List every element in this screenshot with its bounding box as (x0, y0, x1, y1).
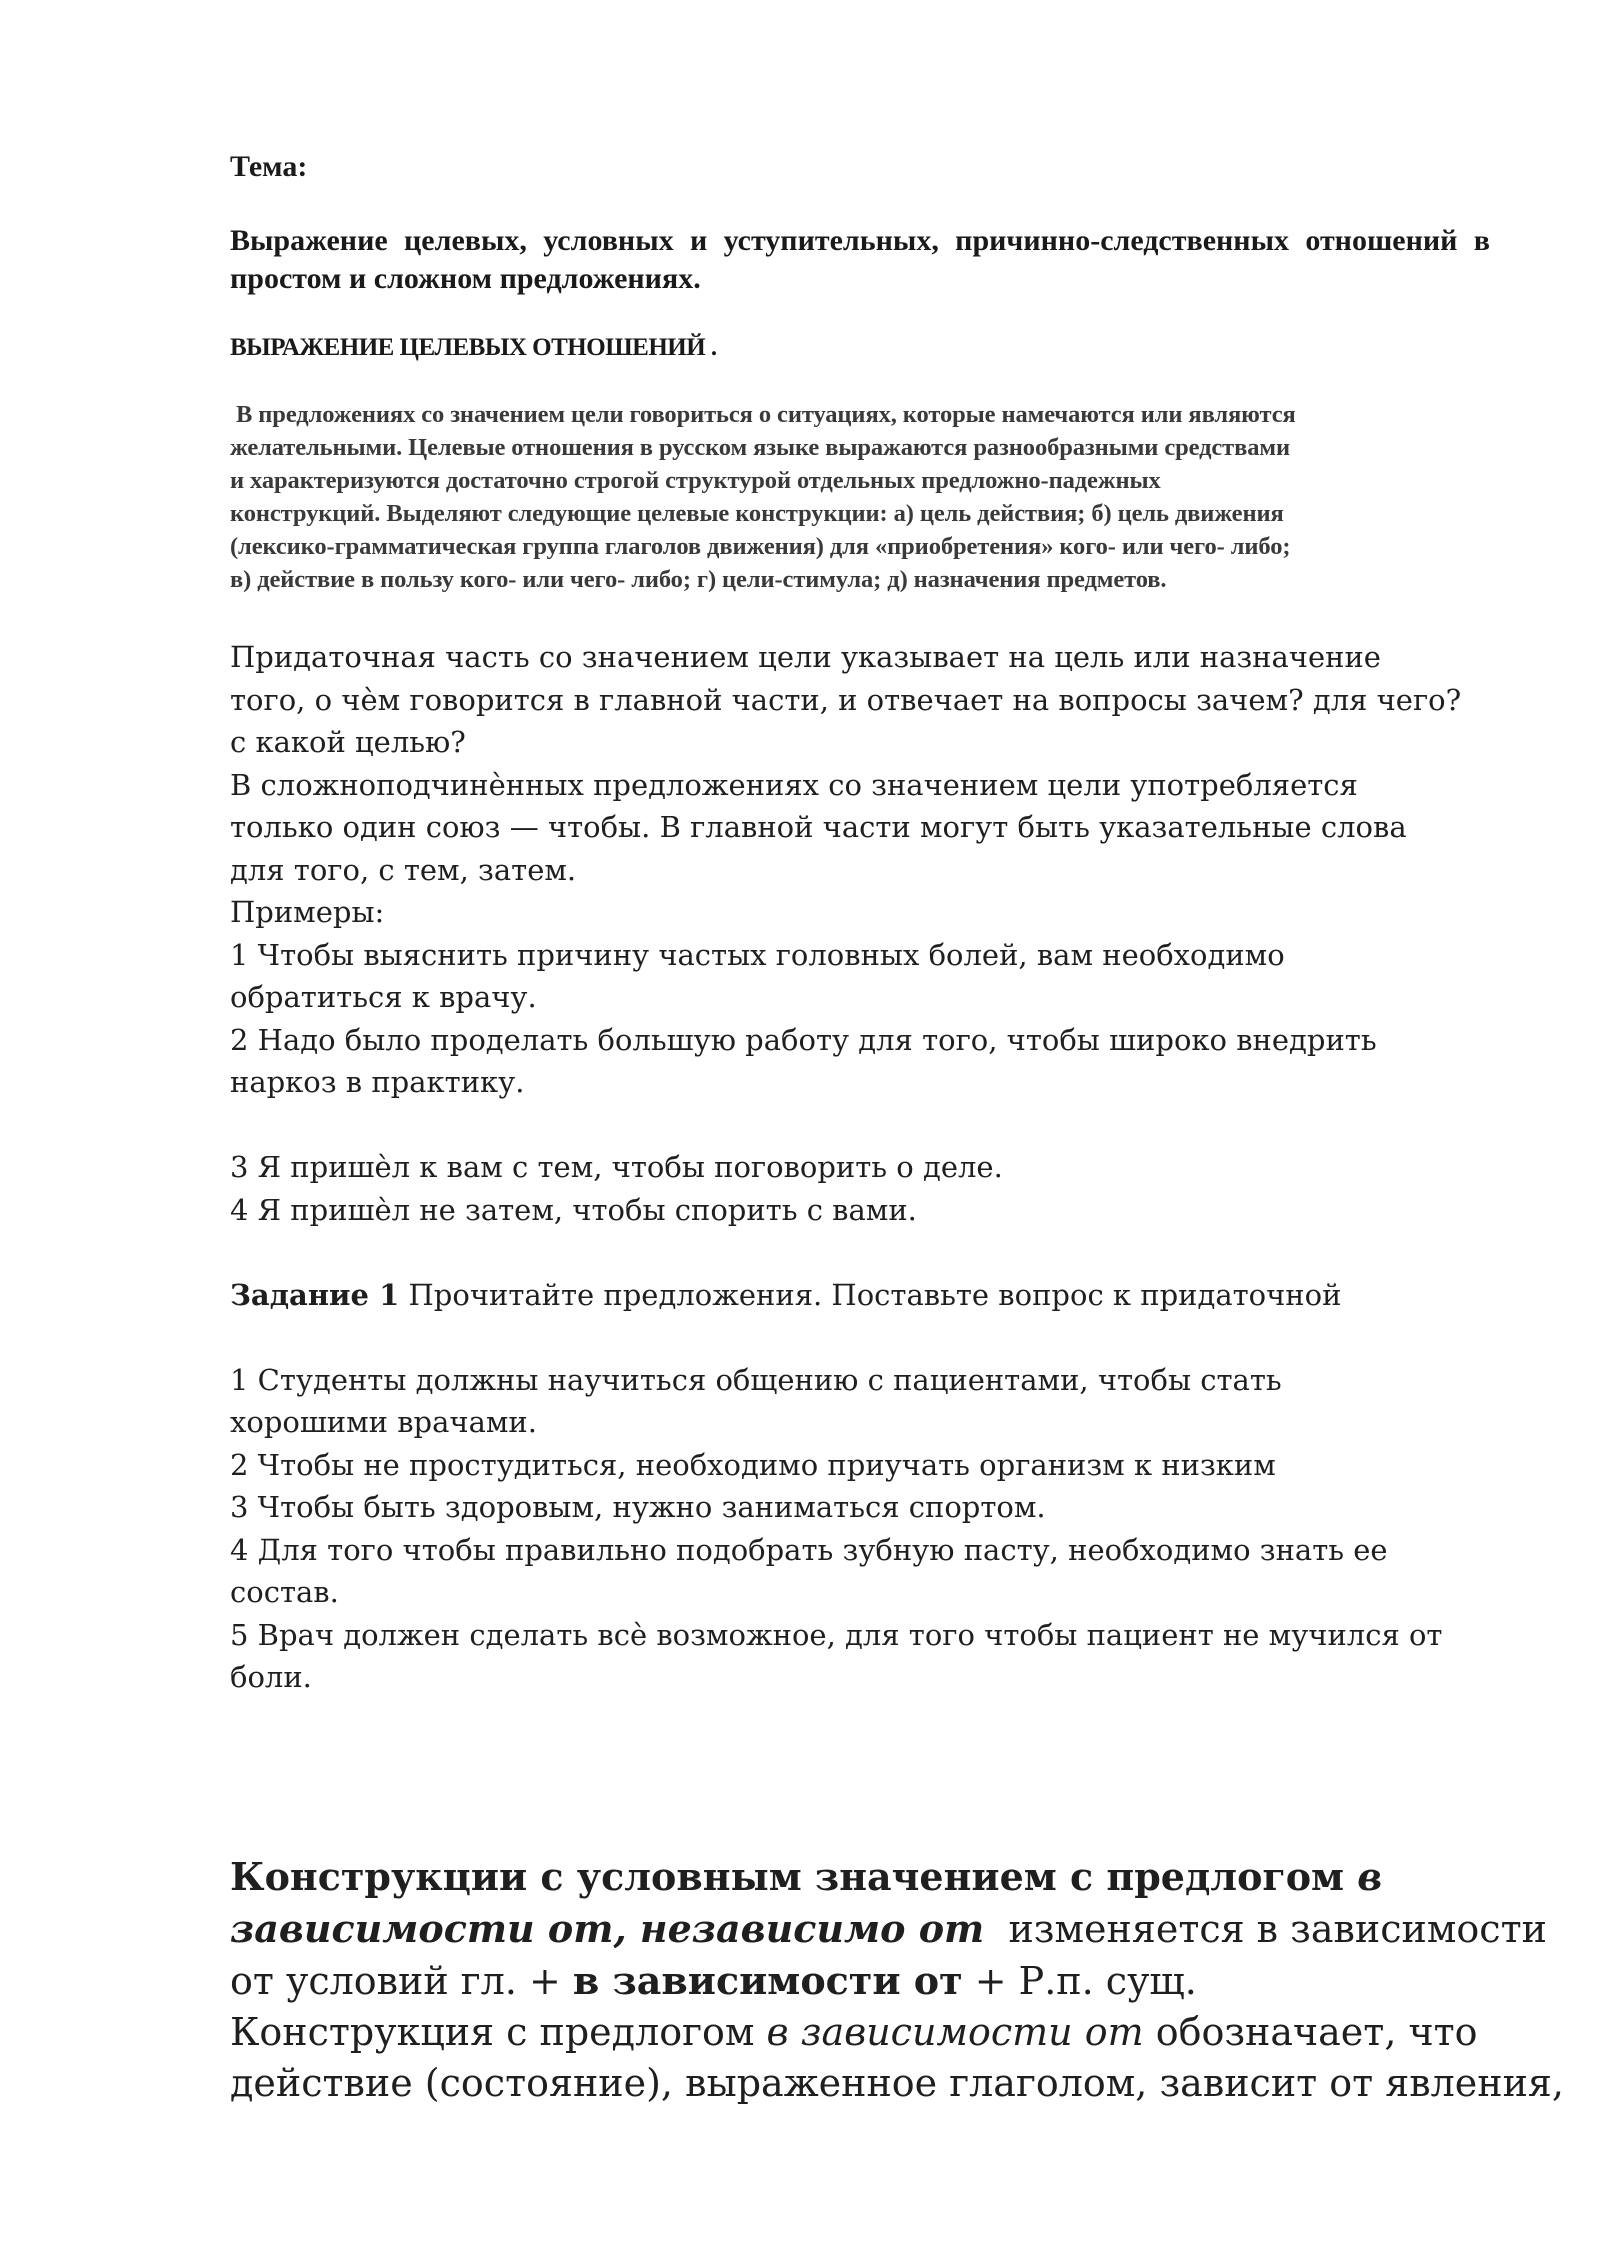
examples-label: Примеры: (230, 895, 385, 929)
task-sentence: хорошими врачами. (230, 1405, 537, 1439)
text-line: для того, с тем, затем. (230, 852, 577, 887)
text-line: с какой целью? (230, 725, 466, 759)
text-line: Придаточная часть со значением цели указывает на цель или назначение (230, 640, 1381, 674)
task-sentence: боли. (230, 1660, 312, 1694)
task-sentence: 3 Чтобы быть здоровым, нужно заниматься спортом. (230, 1490, 1046, 1524)
section-heading: ВЫРАЖЕНИЕ ЦЕЛЕВЫХ ОТНОШЕНИЙ . (230, 334, 717, 361)
intro-line: В предложениях со значением цели говориться о ситуациях, которые намечаются или являются (230, 401, 1296, 428)
text-line: В сложноподчинѐнных предложениях со значением цели употребляется (230, 767, 1358, 802)
intro-line: конструкций. Выделяют следующие целевые конструкции: а) цель действия; б) цель движения (230, 500, 1284, 527)
document-title: Выражение целевых, условных и уступительных, причинно-следственных отношений в простом и сложном предложениях. (230, 224, 1490, 295)
task-heading (230, 1274, 1490, 1317)
intro-line: (лексико-грамматическая группа глаголов движения) для «приобретения» кого- или чего- либо; (230, 533, 1291, 560)
topic-label: Тема: (230, 150, 308, 183)
text-line: того, о чѐм говорится в главной части, и отвечает на вопросы зачем? для чего? (230, 682, 1462, 717)
text-line: только один союз — чтобы. В главной части могут быть указательные слова (230, 810, 1407, 844)
document-page (230, 150, 1564, 2109)
conditional-section: Конструкции с условным значением с предлогом в зависимости от, независимо от изменяется в зависимости от условий гл. + в зависимости от + Р.п. сущ. Конструкция с предлогом в зависимости от обозначает, что действие (состояние), выраженное глаголом, зависит от явления, (230, 1851, 1490, 2109)
task-label: Задание 1 (230, 1277, 400, 1312)
conditional-text-line: действие (состояние), выраженное глаголом, зависит от явления, (230, 2060, 1564, 2105)
task-sentence: 4 Для того чтобы правильно подобрать зубную пасту, необходимо знать ее (230, 1532, 1388, 1567)
explanation-paragraph (230, 636, 1490, 1104)
task-sentences (230, 1359, 1490, 1699)
example-line: 4 Я пришѐл не затем, чтобы спорить с вами. (230, 1192, 917, 1227)
more-examples (230, 1146, 1490, 1231)
task-sentence: 2 Чтобы не простудиться, необходимо приучать организм к низким (230, 1447, 1276, 1482)
task-instruction: Прочитайте предложения. Поставьте вопрос к придаточной (399, 1277, 1342, 1312)
example-line: 2 Надо было проделать большую работу для того, чтобы широко внедрить (230, 1022, 1377, 1057)
example-line: наркоз в практику. (230, 1065, 525, 1099)
intro-paragraph (230, 398, 1490, 596)
intro-line: желательными. Целевые отношения в русском языке выражаются разнообразными средствами (230, 434, 1290, 461)
task-sentence: 5 Врач должен сделать всѐ возможное, для того чтобы пациент не мучился от (230, 1617, 1443, 1652)
task-sentence: 1 Студенты должны научиться общению с пациентами, чтобы стать (230, 1362, 1282, 1397)
example-line: 1 Чтобы выяснить причину частых головных болей, вам необходимо (230, 937, 1285, 972)
task-sentence: состав. (230, 1575, 339, 1609)
example-line: 3 Я пришѐл к вам с тем, чтобы поговорить о деле. (230, 1150, 1003, 1184)
intro-line: и характеризуются достаточно строгой структурой отдельных предложно-падежных (230, 467, 1161, 494)
intro-line: в) действие в пользу кого- или чего- либо; г) цели-стимула; д) назначения предметов. (230, 566, 1167, 593)
conditional-heading: Конструкции с условным значением с предлогом (230, 1853, 1358, 1899)
example-line: обратиться к врачу. (230, 980, 537, 1014)
